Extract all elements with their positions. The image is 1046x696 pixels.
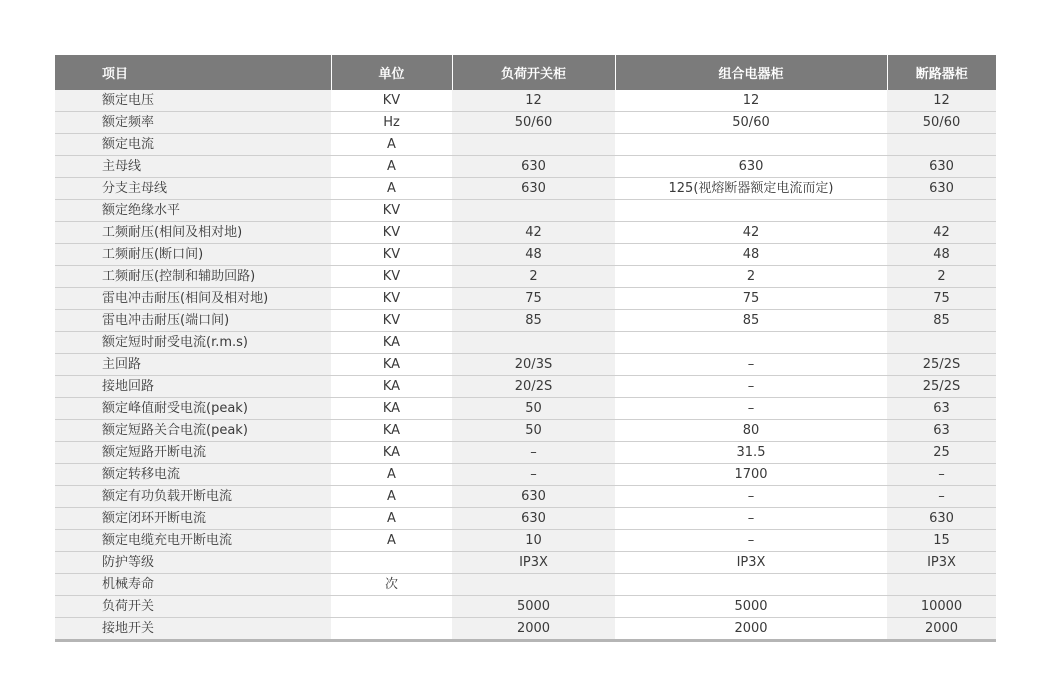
table-row [55,574,996,596]
value-load-switch-cabinet: 50/60 [452,112,615,134]
param-name: 额定短时耐受电流(r.m.s) [55,332,331,354]
param-name: 机械寿命 [55,574,331,596]
param-name: 额定短路开断电流 [55,442,331,464]
param-unit: KV [331,266,452,288]
value-combined-apparatus-cabinet: 630 [615,156,887,178]
value-circuit-breaker-cabinet: 48 [887,244,996,266]
value-circuit-breaker-cabinet: 12 [887,90,996,112]
value-circuit-breaker-cabinet: 630 [887,508,996,530]
table-row [55,508,996,530]
value-circuit-breaker-cabinet: 630 [887,156,996,178]
param-unit [331,552,452,574]
value-circuit-breaker-cabinet: 10000 [887,596,996,618]
table-row [55,398,996,420]
value-load-switch-cabinet: 2000 [452,618,615,641]
value-circuit-breaker-cabinet: 2 [887,266,996,288]
value-load-switch-cabinet: – [452,464,615,486]
value-load-switch-cabinet [452,574,615,596]
table-row [55,112,996,134]
value-combined-apparatus-cabinet: 2000 [615,618,887,641]
param-name: 额定电压 [55,90,331,112]
value-combined-apparatus-cabinet: 75 [615,288,887,310]
value-circuit-breaker-cabinet: 75 [887,288,996,310]
param-unit: KA [331,354,452,376]
value-circuit-breaker-cabinet: 25/2S [887,354,996,376]
value-combined-apparatus-cabinet: 31.5 [615,442,887,464]
table-row [55,552,996,574]
param-unit: KA [331,332,452,354]
param-unit: KV [331,90,452,112]
value-load-switch-cabinet: 630 [452,178,615,200]
param-name: 工频耐压(相间及相对地) [55,222,331,244]
value-load-switch-cabinet: 20/3S [452,354,615,376]
table-row [55,200,996,222]
value-combined-apparatus-cabinet: 5000 [615,596,887,618]
value-combined-apparatus-cabinet: 85 [615,310,887,332]
param-name: 额定电流 [55,134,331,156]
param-name: 分支主母线 [55,178,331,200]
param-unit [331,618,452,641]
param-name: 额定有功负载开断电流 [55,486,331,508]
param-name: 工频耐压(断口间) [55,244,331,266]
value-combined-apparatus-cabinet: 125(视熔断器额定电流而定) [615,178,887,200]
value-load-switch-cabinet: IP3X [452,552,615,574]
value-combined-apparatus-cabinet [615,134,887,156]
value-load-switch-cabinet: 630 [452,156,615,178]
value-combined-apparatus-cabinet [615,332,887,354]
param-unit: A [331,156,452,178]
table-row [55,134,996,156]
table-row [55,596,996,618]
param-unit: KV [331,310,452,332]
value-circuit-breaker-cabinet: 63 [887,420,996,442]
value-load-switch-cabinet: 20/2S [452,376,615,398]
value-combined-apparatus-cabinet: – [615,486,887,508]
value-load-switch-cabinet: 48 [452,244,615,266]
value-load-switch-cabinet: 50 [452,420,615,442]
value-load-switch-cabinet: 12 [452,90,615,112]
param-name: 雷电冲击耐压(相间及相对地) [55,288,331,310]
param-unit: KA [331,420,452,442]
header-load-switch-cabinet: 负荷开关柜 [452,55,615,90]
param-name: 接地回路 [55,376,331,398]
value-load-switch-cabinet: 2 [452,266,615,288]
value-combined-apparatus-cabinet: 48 [615,244,887,266]
param-unit: A [331,134,452,156]
value-circuit-breaker-cabinet: 50/60 [887,112,996,134]
param-unit: KV [331,222,452,244]
table-row [55,486,996,508]
value-combined-apparatus-cabinet: 50/60 [615,112,887,134]
value-load-switch-cabinet: 50 [452,398,615,420]
param-unit: A [331,178,452,200]
param-name: 主母线 [55,156,331,178]
param-name: 额定短路关合电流(peak) [55,420,331,442]
param-unit: 次 [331,574,452,596]
value-circuit-breaker-cabinet: – [887,464,996,486]
table-row [55,222,996,244]
table-row [55,156,996,178]
value-circuit-breaker-cabinet: 63 [887,398,996,420]
table-row [55,288,996,310]
param-unit: A [331,486,452,508]
header-combined-apparatus-cabinet: 组合电器柜 [615,55,887,90]
header-item: 项目 [55,55,331,90]
value-combined-apparatus-cabinet: 1700 [615,464,887,486]
param-name: 额定闭环开断电流 [55,508,331,530]
table-row [55,442,996,464]
value-combined-apparatus-cabinet: – [615,398,887,420]
header-row [55,55,996,90]
table-row [55,354,996,376]
value-circuit-breaker-cabinet: IP3X [887,552,996,574]
param-name: 额定电缆充电开断电流 [55,530,331,552]
table-row [55,420,996,442]
param-unit: KV [331,244,452,266]
value-combined-apparatus-cabinet [615,574,887,596]
value-circuit-breaker-cabinet: 85 [887,310,996,332]
header-unit: 单位 [331,55,452,90]
header-circuit-breaker-cabinet: 断路器柜 [887,55,996,90]
table-row [55,178,996,200]
value-load-switch-cabinet: – [452,442,615,464]
value-combined-apparatus-cabinet: – [615,376,887,398]
spec-table [55,55,996,642]
value-load-switch-cabinet [452,332,615,354]
value-load-switch-cabinet: 85 [452,310,615,332]
value-circuit-breaker-cabinet [887,574,996,596]
param-unit: KA [331,398,452,420]
param-unit: A [331,530,452,552]
value-load-switch-cabinet: 630 [452,508,615,530]
value-load-switch-cabinet: 10 [452,530,615,552]
param-unit [331,596,452,618]
value-load-switch-cabinet: 630 [452,486,615,508]
spec-table-body [55,90,996,641]
table-row [55,464,996,486]
value-circuit-breaker-cabinet: 25 [887,442,996,464]
value-load-switch-cabinet: 42 [452,222,615,244]
value-load-switch-cabinet: 5000 [452,596,615,618]
value-load-switch-cabinet: 75 [452,288,615,310]
param-unit: KA [331,442,452,464]
table-row [55,90,996,112]
param-unit: A [331,464,452,486]
table-row [55,244,996,266]
value-circuit-breaker-cabinet: 25/2S [887,376,996,398]
param-name: 额定绝缘水平 [55,200,331,222]
value-circuit-breaker-cabinet: 630 [887,178,996,200]
value-circuit-breaker-cabinet: 42 [887,222,996,244]
param-name: 额定转移电流 [55,464,331,486]
value-combined-apparatus-cabinet: 2 [615,266,887,288]
param-unit: KV [331,200,452,222]
value-circuit-breaker-cabinet [887,332,996,354]
param-unit: Hz [331,112,452,134]
value-circuit-breaker-cabinet: 15 [887,530,996,552]
param-name: 接地开关 [55,618,331,641]
param-unit: KA [331,376,452,398]
param-name: 工频耐压(控制和辅助回路) [55,266,331,288]
value-circuit-breaker-cabinet: – [887,486,996,508]
param-name: 雷电冲击耐压(端口间) [55,310,331,332]
value-load-switch-cabinet [452,134,615,156]
value-combined-apparatus-cabinet: – [615,354,887,376]
value-combined-apparatus-cabinet: 80 [615,420,887,442]
value-combined-apparatus-cabinet: 42 [615,222,887,244]
table-row [55,266,996,288]
param-unit: KV [331,288,452,310]
value-combined-apparatus-cabinet: 12 [615,90,887,112]
table-row [55,530,996,552]
table-row [55,376,996,398]
param-name: 额定频率 [55,112,331,134]
table-row [55,310,996,332]
table-row [55,332,996,354]
value-combined-apparatus-cabinet: IP3X [615,552,887,574]
value-combined-apparatus-cabinet: – [615,508,887,530]
param-name: 主回路 [55,354,331,376]
param-name: 防护等级 [55,552,331,574]
value-circuit-breaker-cabinet [887,200,996,222]
value-circuit-breaker-cabinet [887,134,996,156]
table-row [55,618,996,641]
param-name: 额定峰值耐受电流(peak) [55,398,331,420]
param-name: 负荷开关 [55,596,331,618]
value-circuit-breaker-cabinet: 2000 [887,618,996,641]
param-unit: A [331,508,452,530]
value-combined-apparatus-cabinet: – [615,530,887,552]
value-combined-apparatus-cabinet [615,200,887,222]
value-load-switch-cabinet [452,200,615,222]
